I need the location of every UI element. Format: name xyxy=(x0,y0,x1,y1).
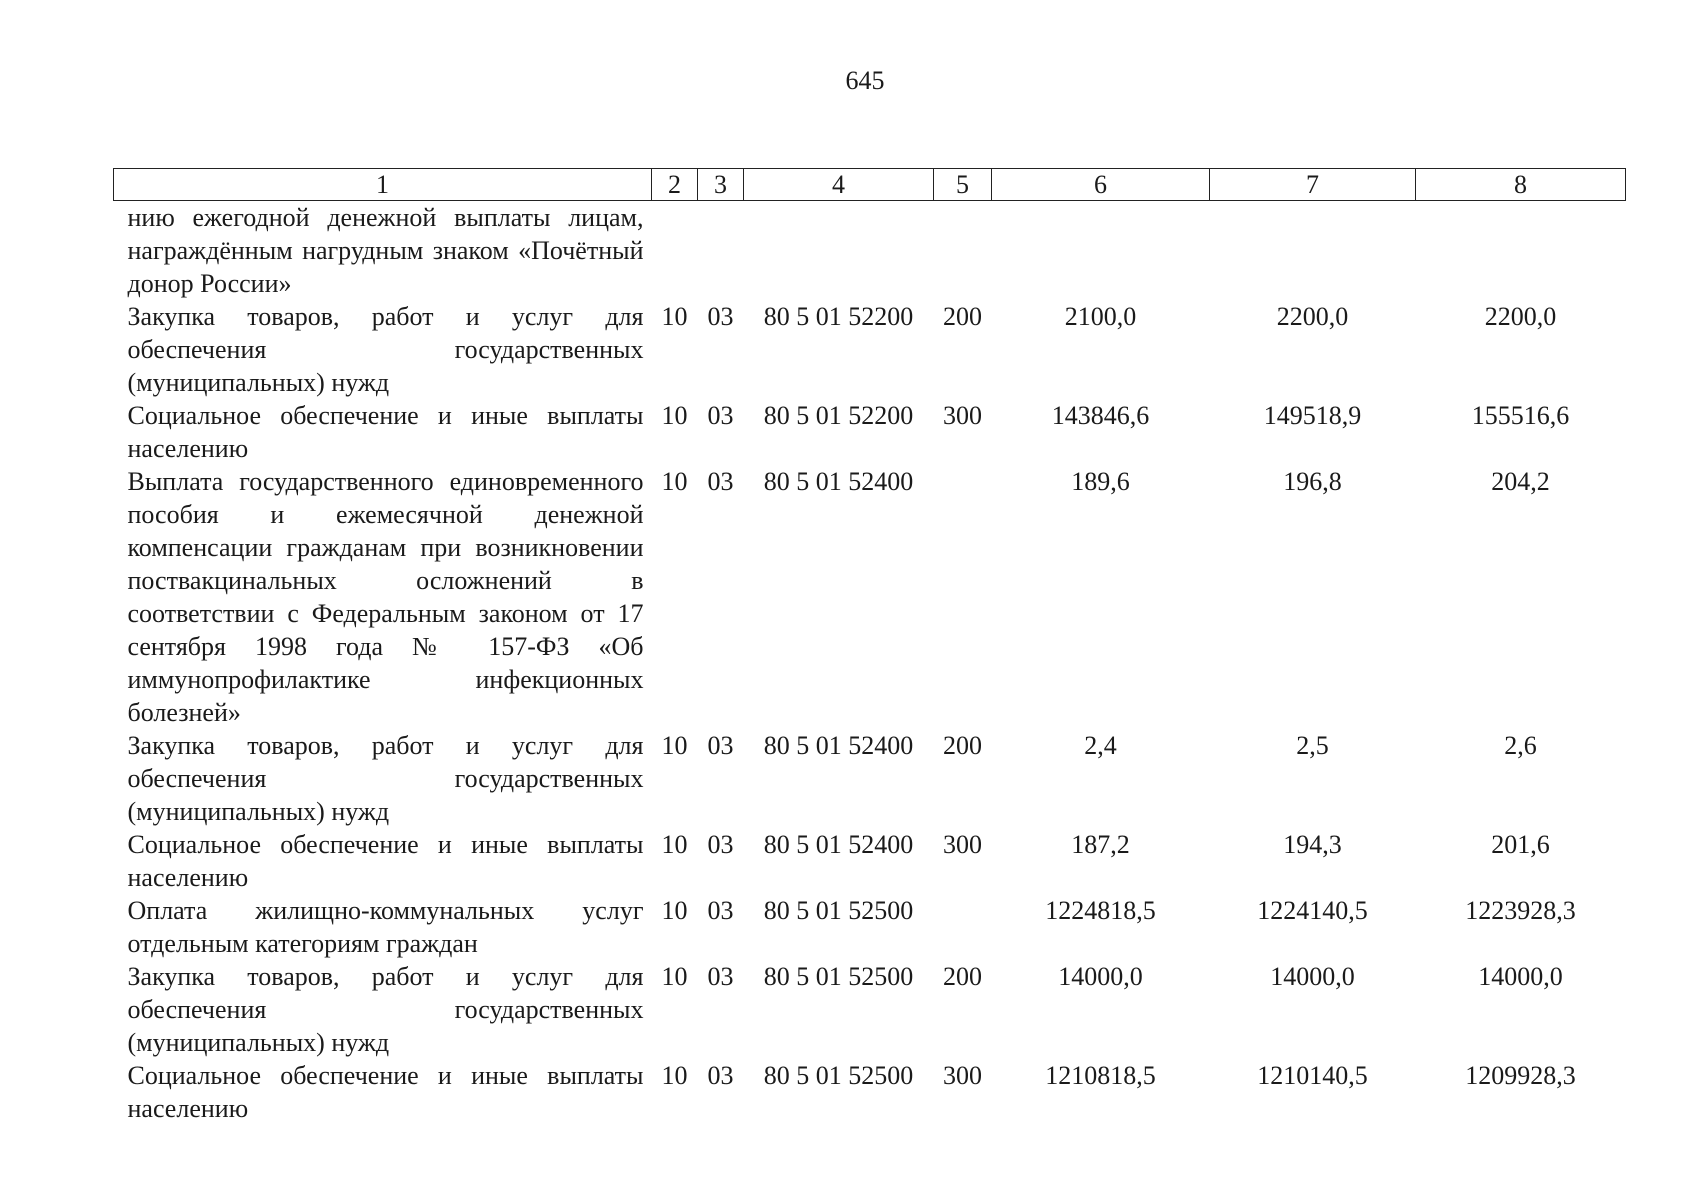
column-header-4: 4 xyxy=(744,169,934,201)
expense-type-cell xyxy=(934,201,992,301)
target-article-cell: 80 5 01 52400 xyxy=(763,731,914,760)
value-col7-cell: 149518,9 xyxy=(1263,401,1362,430)
table-row xyxy=(114,960,1626,1059)
column-header-8: 8 xyxy=(1416,169,1626,201)
header-row xyxy=(114,169,1626,201)
value-col7-cell: 196,8 xyxy=(1283,467,1342,496)
table-row xyxy=(114,828,1626,894)
table-row xyxy=(114,894,1626,960)
row-name-cell: Закупка товаров, работ и услуг для обеспечения государственных (муниципальных) нужд xyxy=(127,302,644,397)
value-col7-cell: 1224140,5 xyxy=(1257,896,1368,925)
row-name-cell: Закупка товаров, работ и услуг для обеспечения государственных (муниципальных) нужд xyxy=(127,731,644,826)
value-col7-cell: 2,5 xyxy=(1296,731,1329,760)
value-col8-cell: 1209928,3 xyxy=(1465,1061,1576,1090)
value-col6-cell: 143846,6 xyxy=(1051,401,1150,430)
expense-type-cell: 300 xyxy=(943,401,982,430)
section-code-cell: 10 xyxy=(661,401,688,430)
expense-type-cell: 200 xyxy=(943,962,982,991)
table-row xyxy=(114,465,1626,729)
target-article-cell: 80 5 01 52500 xyxy=(763,896,914,925)
expense-type-cell: 300 xyxy=(943,1061,982,1090)
target-article-cell: 80 5 01 52400 xyxy=(763,830,914,859)
value-col7-cell: 2200,0 xyxy=(1276,302,1349,331)
column-header-2: 2 xyxy=(652,169,698,201)
section-code-cell: 10 xyxy=(661,896,688,925)
value-col7-cell: 194,3 xyxy=(1283,830,1342,859)
value-col6-cell: 189,6 xyxy=(1071,467,1130,496)
value-col8-cell: 201,6 xyxy=(1491,830,1550,859)
expense-type-cell xyxy=(934,465,992,729)
value-col7-cell: 1210140,5 xyxy=(1257,1061,1368,1090)
budget-table xyxy=(113,168,1626,1125)
section-code-cell: 10 xyxy=(661,731,688,760)
expense-type-cell: 200 xyxy=(943,731,982,760)
row-name-cell: Социальное обеспечение и иные выплаты населению xyxy=(127,830,644,892)
target-article-cell: 80 5 01 52200 xyxy=(763,302,914,331)
row-name-cell: Социальное обеспечение и иные выплаты населению xyxy=(127,1061,644,1123)
subsection-code-cell: 03 xyxy=(707,962,734,991)
section-code-cell xyxy=(652,201,698,301)
value-col6-cell: 1224818,5 xyxy=(1045,896,1156,925)
subsection-code-cell: 03 xyxy=(707,1061,734,1090)
subsection-code-cell: 03 xyxy=(707,830,734,859)
row-name-cell: Социальное обеспечение и иные выплаты населению xyxy=(127,401,644,463)
value-col6-cell: 2,4 xyxy=(1084,731,1117,760)
column-header-3: 3 xyxy=(698,169,744,201)
target-article-cell: 80 5 01 52400 xyxy=(763,467,914,496)
expense-type-cell: 200 xyxy=(943,302,982,331)
value-col8-cell: 1223928,3 xyxy=(1465,896,1576,925)
target-article-cell: 80 5 01 52200 xyxy=(763,401,914,430)
subsection-code-cell: 03 xyxy=(707,467,734,496)
value-col6-cell: 14000,0 xyxy=(1058,962,1143,991)
column-header-7: 7 xyxy=(1210,169,1416,201)
table-body xyxy=(114,201,1626,1126)
value-col8-cell: 2,6 xyxy=(1504,731,1537,760)
value-col8-cell: 14000,0 xyxy=(1478,962,1563,991)
section-code-cell: 10 xyxy=(661,962,688,991)
column-header-1: 1 xyxy=(114,169,652,201)
target-article-cell: 80 5 01 52500 xyxy=(763,1061,914,1090)
value-col8-cell: 204,2 xyxy=(1491,467,1550,496)
value-col6-cell: 2100,0 xyxy=(1064,302,1137,331)
target-article-cell xyxy=(744,201,934,301)
table-row xyxy=(114,729,1626,828)
row-name-cell: Закупка товаров, работ и услуг для обеспечения государственных (муниципальных) нужд xyxy=(127,962,644,1057)
value-col8-cell: 155516,6 xyxy=(1471,401,1570,430)
value-col8-cell xyxy=(1416,201,1626,301)
row-name-cell: нию ежегодной денежной выплаты лицам, награждённым нагрудным знаком «Почётный донор России» xyxy=(127,203,644,298)
section-code-cell: 10 xyxy=(661,830,688,859)
expense-type-cell: 300 xyxy=(943,830,982,859)
row-name-cell: Выплата государственного единовременного пособия и ежемесячной денежной компенсации гражданам при возникновении поствакцинальных осложнений в соответствии с Федеральным законом от 17 сентября 1998 года № 157-ФЗ «Об иммунопрофилактике инфекционных болезней» xyxy=(127,467,644,727)
value-col7-cell xyxy=(1210,201,1416,301)
value-col7-cell: 14000,0 xyxy=(1270,962,1355,991)
table-row xyxy=(114,300,1626,399)
subsection-code-cell: 03 xyxy=(707,302,734,331)
value-col8-cell: 2200,0 xyxy=(1484,302,1557,331)
target-article-cell: 80 5 01 52500 xyxy=(763,962,914,991)
section-code-cell: 10 xyxy=(661,302,688,331)
value-col6-cell: 187,2 xyxy=(1071,830,1130,859)
expense-type-cell xyxy=(934,894,992,960)
subsection-code-cell: 03 xyxy=(707,731,734,760)
section-code-cell: 10 xyxy=(661,1061,688,1090)
page-number: 645 xyxy=(845,66,885,95)
subsection-code-cell: 03 xyxy=(707,896,734,925)
subsection-code-cell: 03 xyxy=(707,401,734,430)
value-col6-cell: 1210818,5 xyxy=(1045,1061,1156,1090)
table-row xyxy=(114,1059,1626,1125)
table-row xyxy=(114,201,1626,301)
table-row xyxy=(114,399,1626,465)
column-header-6: 6 xyxy=(992,169,1210,201)
column-header-5: 5 xyxy=(934,169,992,201)
row-name-cell: Оплата жилищно-коммунальных услуг отдельным категориям граждан xyxy=(127,896,644,958)
section-code-cell: 10 xyxy=(661,467,688,496)
value-col6-cell xyxy=(992,201,1210,301)
subsection-code-cell xyxy=(698,201,744,301)
